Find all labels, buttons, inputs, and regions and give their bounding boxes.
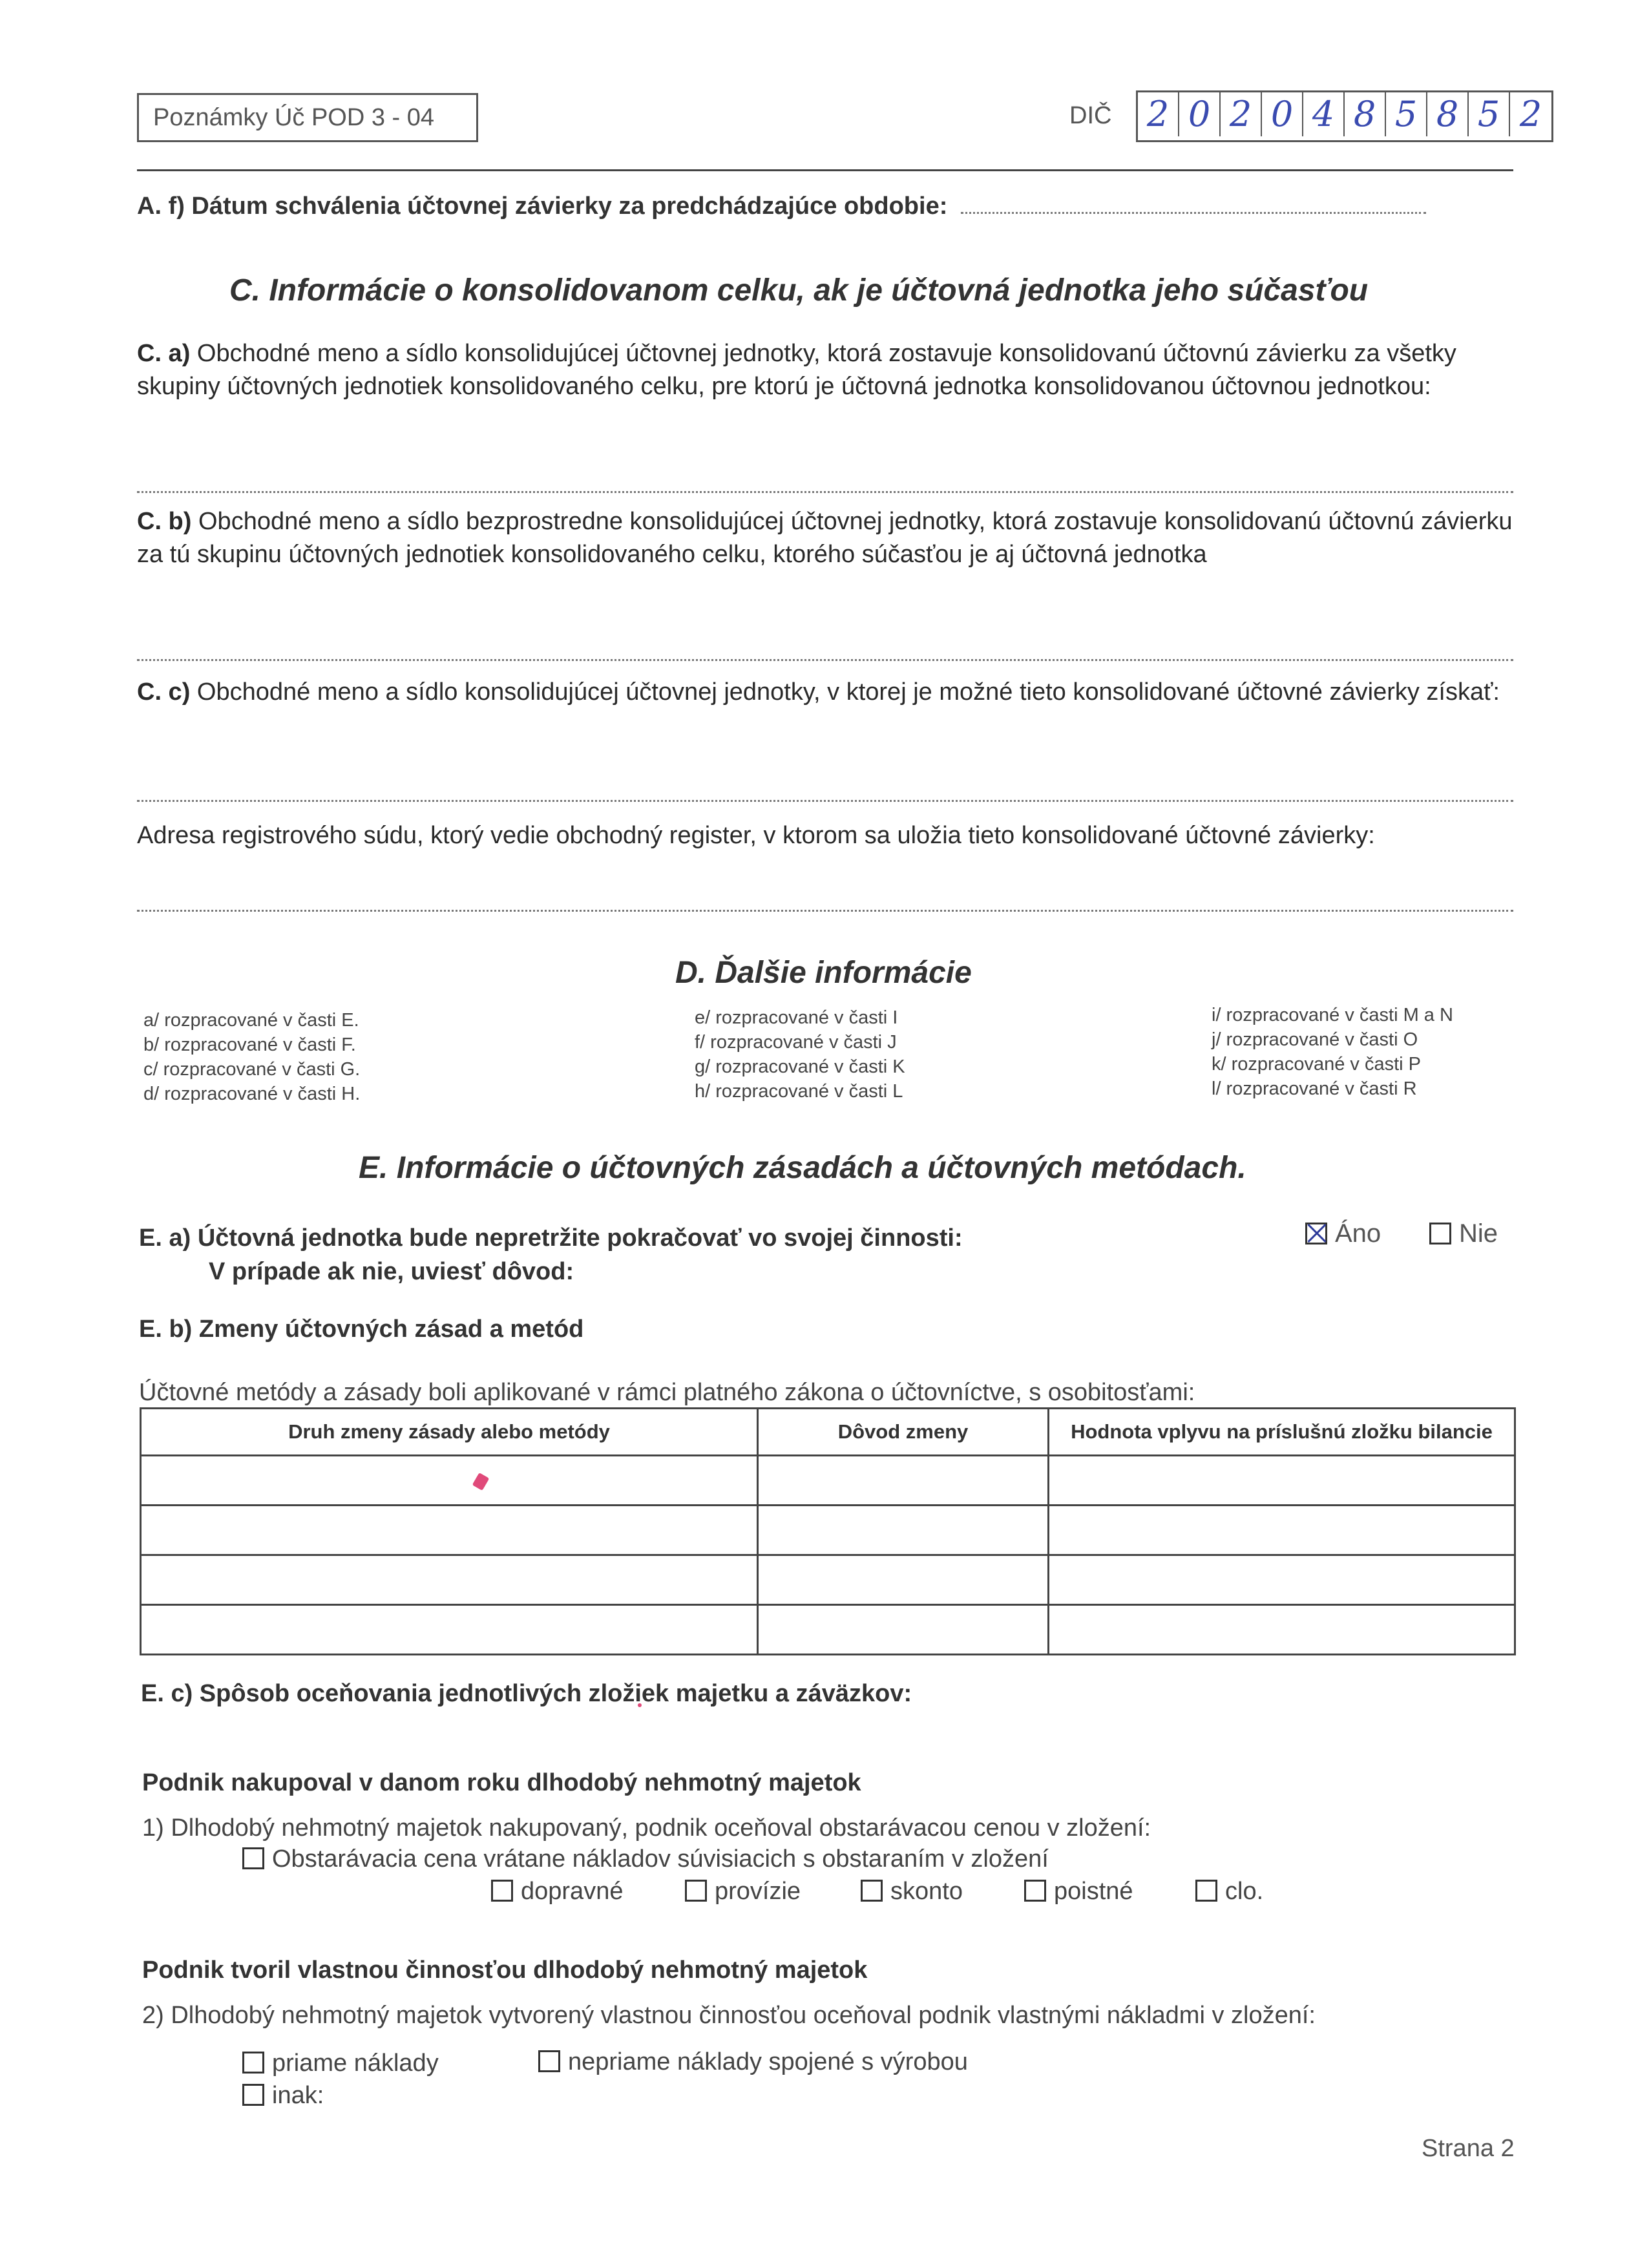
- nie-option[interactable]: [1429, 1219, 1498, 1248]
- checkbox[interactable]: [861, 1880, 883, 1902]
- ca-text: Obchodné meno a sídlo konsolidujúcej účtovnej jednotky, ktorá zostavuje konsolidovanú účtovnú závierku za všetky skupiny účtovných jednotiek konsolidovaného celku, pre ktorú je účtovná jednotka konsolidovanou účtovnou jednotkou:: [137, 340, 1456, 400]
- ea-text: Účtovná jednotka bude nepretržite pokračovať vo svojej činnosti:: [197, 1224, 963, 1252]
- table-cell[interactable]: [141, 1506, 758, 1555]
- p1-option-checkbox[interactable]: [242, 1847, 264, 1869]
- table-header-cell: Dôvod zmeny: [758, 1409, 1049, 1456]
- table-row: [141, 1605, 1515, 1655]
- dic-digit: 2: [1221, 92, 1262, 136]
- table-cell[interactable]: [1049, 1605, 1515, 1655]
- p1-heading: Podnik nakupoval v danom roku dlhodobý nehmotný majetok: [142, 1769, 861, 1796]
- d-item: i/ rozpracované v časti M a N: [1212, 1005, 1453, 1025]
- p2-option-direct[interactable]: [242, 2050, 439, 2077]
- p2-option-label: inak:: [272, 2082, 324, 2109]
- checkbox[interactable]: [242, 2052, 264, 2074]
- ca-block: [137, 337, 1517, 403]
- p2-option-label: nepriame náklady spojené s výrobou: [568, 2048, 968, 2075]
- checkbox[interactable]: [491, 1880, 513, 1902]
- dic-digit: 4: [1303, 92, 1345, 136]
- section-d-column-2: [695, 1005, 905, 1104]
- p2-heading: Podnik tvoril vlastnou činnosťou dlhodobý nehmotný majetok: [142, 1957, 868, 1984]
- table-row: [141, 1555, 1515, 1605]
- suboption-clo[interactable]: [1195, 1878, 1263, 1906]
- d-item: l/ rozpracované v časti R: [1212, 1078, 1417, 1099]
- table-header-cell: Druh zmeny zásady alebo metódy: [141, 1409, 758, 1456]
- d-item: e/ rozpracované v časti I: [695, 1007, 898, 1028]
- table-row: [141, 1506, 1515, 1555]
- table-cell[interactable]: [1049, 1506, 1515, 1555]
- d-item: d/ rozpracované v časti H.: [143, 1084, 361, 1104]
- suboption-label: dopravné: [521, 1878, 624, 1905]
- page-number: Strana 2: [1422, 2135, 1515, 2162]
- af-label: A. f) Dátum schválenia účtovnej závierky za predchádzajúce obdobie:: [137, 193, 948, 220]
- cc-block: [137, 676, 1517, 709]
- dic-digit: 2: [1519, 94, 1542, 134]
- eb-heading: E. b) Zmeny účtovných zásad a metód: [139, 1316, 584, 1343]
- cc-text: Obchodné meno a sídlo konsolidujúcej účtovnej jednotky, v ktorej je možné tieto konsolidované účtovné závierky získať:: [196, 678, 1500, 706]
- checkbox[interactable]: [1024, 1880, 1046, 1902]
- dic-digit: 5: [1469, 92, 1510, 136]
- d-item: f/ rozpracované v časti J: [695, 1032, 897, 1053]
- table-header-cell: Hodnota vplyvu na príslušnú zložku bilancie: [1049, 1409, 1515, 1456]
- suboption-dopravne[interactable]: [491, 1878, 685, 1906]
- cb-answer-line[interactable]: [137, 659, 1513, 661]
- d-item: j/ rozpracované v časti O: [1212, 1029, 1418, 1050]
- ca-answer-line[interactable]: [137, 491, 1513, 493]
- table-cell[interactable]: [758, 1456, 1049, 1506]
- table-cell[interactable]: [1049, 1555, 1515, 1605]
- d-item: k/ rozpracované v časti P: [1212, 1054, 1421, 1075]
- table-cell[interactable]: [141, 1456, 758, 1506]
- cc-label: C. c): [137, 678, 191, 706]
- p1-text: 1) Dlhodobý nehmotný majetok nakupovaný, podnik oceňoval obstarávacou cenou v zložení:: [142, 1814, 1151, 1842]
- d-item: g/ rozpracované v časti K: [695, 1056, 905, 1077]
- table-row: [141, 1456, 1515, 1506]
- address-text: Adresa registrového súdu, ktorý vedie obchodný register, v ktorom sa uložia tieto konsolidované účtovné závierky:: [137, 822, 1375, 849]
- dic-digit: 0: [1262, 92, 1303, 136]
- p2-text: 2) Dlhodobý nehmotný majetok vytvorený vlastnou činnosťou oceňoval podnik vlastnými nákladmi v zložení:: [142, 2002, 1316, 2029]
- cb-label: C. b): [137, 508, 192, 535]
- p1-suboptions: [491, 1878, 1263, 1906]
- p1-option-label: Obstarávacia cena vrátane nákladov súvisiacich s obstaraním v zložení: [272, 1845, 1049, 1873]
- dic-label: DIČ: [1069, 102, 1112, 129]
- suboption-skonto[interactable]: [861, 1878, 1024, 1906]
- af-row: [137, 193, 1513, 220]
- suboption-label: provízie: [715, 1878, 801, 1905]
- ec-heading: E. c) Spôsob oceňovania jednotlivých zložiek majetku a záväzkov:: [141, 1680, 912, 1707]
- checkbox[interactable]: [242, 2084, 264, 2106]
- dic-digit: 8: [1427, 92, 1469, 136]
- table-cell[interactable]: [758, 1506, 1049, 1555]
- suboption-label: clo.: [1225, 1878, 1264, 1905]
- d-item: b/ rozpracované v časti F.: [143, 1034, 356, 1055]
- cc-answer-line[interactable]: [137, 800, 1513, 802]
- table-header-row: [141, 1409, 1515, 1456]
- dic-digit: 2: [1138, 92, 1179, 136]
- ca-label: C. a): [137, 340, 191, 367]
- p2-option-indirect[interactable]: [538, 2048, 968, 2076]
- section-c-heading: C. Informácie o konsolidovanom celku, ak je účtovná jednotka jeho súčasťou: [229, 273, 1369, 308]
- d-item: c/ rozpracované v časti G.: [143, 1059, 361, 1080]
- section-d-column-3: [1212, 1003, 1453, 1101]
- nie-checkbox[interactable]: [1429, 1223, 1451, 1244]
- ano-option[interactable]: [1305, 1219, 1381, 1248]
- form-code-box: [137, 93, 478, 142]
- ea-label: E. a): [139, 1224, 191, 1252]
- checkbox[interactable]: [1195, 1880, 1217, 1902]
- table-cell[interactable]: [1049, 1456, 1515, 1506]
- suboption-poistne[interactable]: [1024, 1878, 1195, 1906]
- nie-label: Nie: [1459, 1219, 1498, 1248]
- ea-sub: V prípade ak nie, uviesť dôvod:: [209, 1258, 574, 1285]
- dic-digit: 5: [1386, 92, 1427, 136]
- table-cell[interactable]: [141, 1605, 758, 1655]
- cb-text: Obchodné meno a sídlo bezprostredne konsolidujúcej účtovnej jednotky, ktorá zostavuje konsolidovanú účtovnú závierku za tú skupinu účtovných jednotiek konsolidovaného celku, ktorého súčasťou je aj účtovná jednotka: [137, 508, 1513, 568]
- ano-checkbox[interactable]: [1305, 1223, 1327, 1244]
- address-answer-line[interactable]: [137, 910, 1513, 912]
- d-item: a/ rozpracované v časti E.: [143, 1010, 359, 1031]
- ano-label: Áno: [1335, 1219, 1381, 1248]
- section-d-column-1: [143, 1008, 360, 1106]
- section-e-heading: E. Informácie o účtovných zásadách a účtovných metódach.: [359, 1151, 1246, 1185]
- eb-text: Účtovné metódy a zásady boli aplikované v rámci platného zákona o účtovníctve, s osobitosťami:: [139, 1379, 1195, 1406]
- ea-block: [139, 1221, 963, 1288]
- dic-field[interactable]: [1136, 90, 1553, 142]
- checkbox[interactable]: [538, 2050, 560, 2072]
- p2-option-label: priame náklady: [272, 2050, 439, 2077]
- checkbox[interactable]: [685, 1880, 707, 1902]
- changes-table: [140, 1407, 1516, 1655]
- table-cell[interactable]: [758, 1605, 1049, 1655]
- form-code: Poznámky Úč POD 3 - 04: [153, 104, 435, 131]
- d-item: h/ rozpracované v časti L: [695, 1081, 903, 1102]
- header-divider: [137, 169, 1513, 171]
- suboption-provizie[interactable]: [685, 1878, 861, 1906]
- suboption-label: skonto: [890, 1878, 963, 1905]
- table-cell[interactable]: [758, 1555, 1049, 1605]
- af-date-field[interactable]: [961, 212, 1426, 214]
- table-cell[interactable]: [141, 1555, 758, 1605]
- cb-block: [137, 505, 1517, 571]
- section-d-heading: D. Ďalšie informácie: [675, 956, 972, 990]
- dic-digit: 8: [1345, 92, 1386, 136]
- suboption-label: poistné: [1054, 1878, 1133, 1905]
- p2-option-other[interactable]: [242, 2082, 324, 2110]
- dic-digit: 0: [1179, 92, 1221, 136]
- p1-option[interactable]: [242, 1845, 1049, 1873]
